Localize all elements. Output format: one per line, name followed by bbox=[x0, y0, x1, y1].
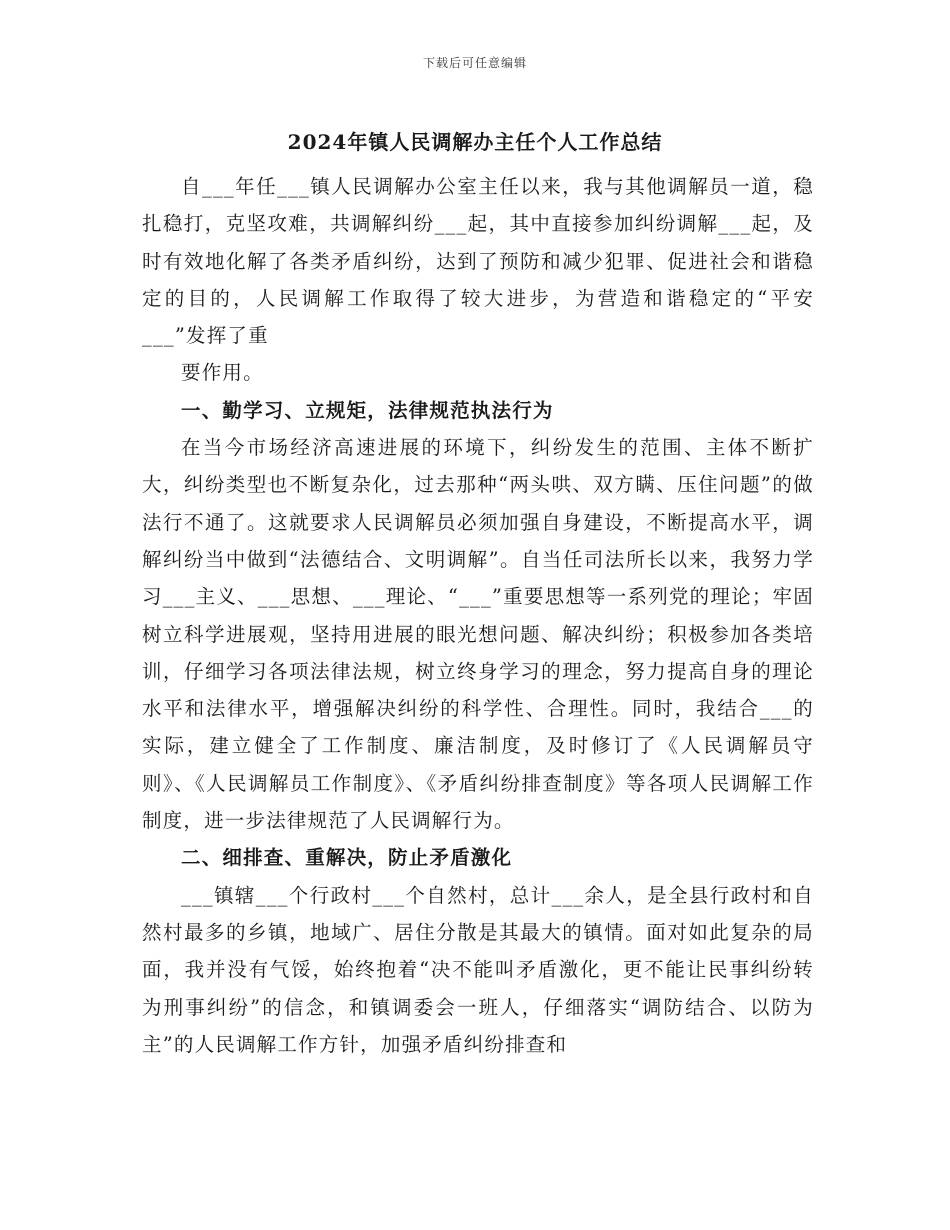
section-heading-2: 二、细排查、重解决，防止矛盾激化 bbox=[181, 846, 513, 870]
paragraph-section-2: ___镇辖___个行政村___个自然村，总计___余人，是全县行政村和自然村最多的乡镇，地域广、居住分散是其最大的镇情。面对如此复杂的局面，我并没有气馁，始终抱着“决不能叫矛盾激化，更不能让民事纠纷转为刑事纠纷”的信念，和镇调委会一班人，仔细落实“调防结合、以防为主”的人民调解工作方针，加强矛盾纠纷排查和 bbox=[142, 883, 814, 1056]
document-body bbox=[142, 168, 814, 1063]
paragraph-intro-continued: 要作用。 bbox=[181, 361, 264, 385]
section-heading-1: 一、勤学习、立规矩，法律规范执法行为 bbox=[181, 398, 554, 422]
header-note: 下载后可任意编辑 bbox=[422, 56, 527, 70]
document-title: 2024年镇人民调解办主任个人工作总结 bbox=[287, 130, 663, 154]
paragraph-intro: 自___年任___镇人民调解办公室主任以来，我与其他调解员一道，稳扎稳打，克坚攻难，共调解纠纷___起，其中直接参加纠纷调解___起，及时有效地化解了各类矛盾纠纷，达到了预防和减少犯罪、促进社会和谐稳定的目的，人民调解工作取得了较大进步，为营造和谐稳定的“平安___”发挥了重 bbox=[142, 175, 814, 348]
paragraph-section-1: 在当今市场经济高速进展的环境下，纠纷发生的范围、主体不断扩大，纠纷类型也不断复杂化，过去那种“两头哄、双方瞒、压住问题”的做法行不通了。这就要求人民调解员必须加强自身建设，不断提高水平，调解纠纷当中做到“法德结合、文明调解”。自当任司法所长以来，我努力学习___主义、___思想、___理论、“___”重要思想等一系列党的理论；牢固树立科学进展观，坚持用进展的眼光想问题、解决纠纷；积极参加各类培训，仔细学习各项法律法规，树立终身学习的理念，努力提高自身的理论水平和法律水平，增强解决纠纷的科学性、合理性。同时，我结合___的实际，建立健全了工作制度、廉洁制度，及时修订了《人民调解员守则》、《人民调解员工作制度》、《矛盾纠纷排查制度》等各项人民调解工作制度，进一步法律规范了人民调解行为。 bbox=[142, 436, 814, 833]
